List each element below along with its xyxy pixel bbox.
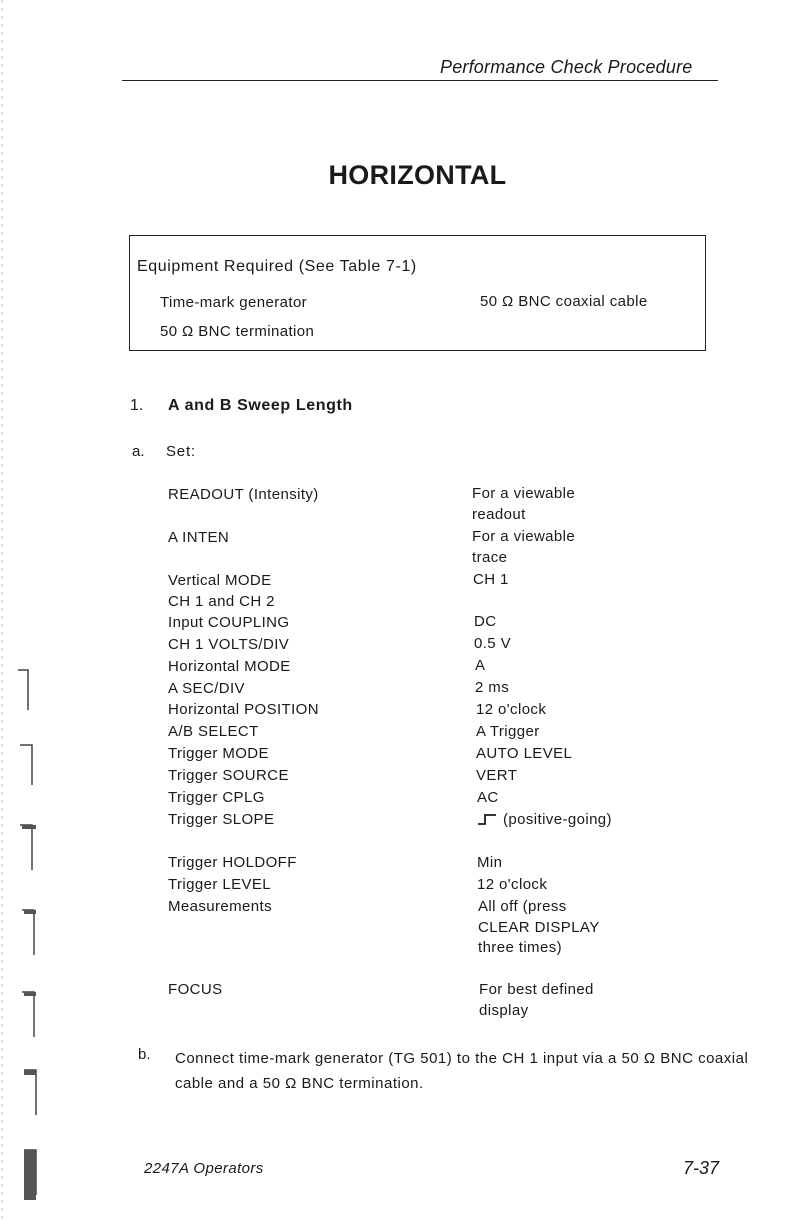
setting-value: DC bbox=[474, 613, 497, 630]
setting-label: Input COUPLING bbox=[168, 614, 290, 631]
setting-label: Trigger HOLDOFF bbox=[168, 854, 297, 871]
section-title: HORIZONTAL bbox=[328, 160, 507, 190]
setting-value: For a viewable readout bbox=[472, 485, 576, 523]
setting-label: Trigger MODE bbox=[168, 745, 269, 762]
setting-label: FOCUS bbox=[168, 981, 223, 998]
setting-label: A INTEN bbox=[168, 529, 230, 546]
setting-value: CH 1 bbox=[473, 571, 509, 588]
step-number: 1. bbox=[130, 397, 144, 414]
setting-label: Trigger LEVEL bbox=[168, 876, 272, 893]
setting-value: AUTO LEVEL bbox=[476, 745, 573, 762]
setting-label: Measurements bbox=[168, 898, 273, 915]
setting-value: 0.5 V bbox=[474, 635, 512, 652]
setting-value: 2 ms bbox=[475, 679, 510, 696]
setting-label: Trigger SOURCE bbox=[168, 767, 289, 784]
equipment-item-time-mark: Time-mark generator bbox=[160, 294, 308, 311]
positive-slope-icon bbox=[477, 812, 497, 826]
footer-manual-title: 2247A Operators bbox=[144, 1160, 264, 1177]
footer-page-number: 7-37 bbox=[683, 1158, 720, 1178]
step-title: A and B Sweep Length bbox=[168, 397, 353, 414]
setting-value-slope bbox=[477, 810, 617, 831]
setting-value: Min bbox=[477, 854, 503, 871]
header-rule bbox=[122, 80, 718, 81]
equipment-item-coax: 50 Ω BNC coaxial cable bbox=[480, 293, 648, 310]
setting-value: For best defined display bbox=[479, 981, 594, 1019]
setting-label: Horizontal POSITION bbox=[168, 701, 319, 718]
substep-a-marker: a. bbox=[132, 443, 145, 460]
setting-label: READOUT (Intensity) bbox=[168, 486, 319, 503]
setting-value: VERT bbox=[476, 767, 518, 784]
setting-value: AC bbox=[477, 789, 499, 806]
setting-value: A bbox=[475, 657, 486, 674]
setting-label: Trigger SLOPE bbox=[168, 811, 275, 828]
substep-a-text: Set: bbox=[166, 443, 196, 460]
setting-value: All off (press CLEAR DISPLAY three times) bbox=[478, 898, 600, 956]
setting-label: CH 1 VOLTS/DIV bbox=[168, 636, 290, 653]
setting-value: For a viewable trace bbox=[472, 528, 576, 566]
slope-text: (positive-going) bbox=[503, 811, 612, 828]
substep-b-marker: b. bbox=[138, 1046, 151, 1063]
setting-label: Trigger CPLG bbox=[168, 789, 265, 806]
setting-value: 12 o'clock bbox=[477, 876, 548, 893]
equipment-heading: Equipment Required (See Table 7-1) bbox=[137, 258, 417, 275]
setting-label: A SEC/DIV bbox=[168, 680, 245, 697]
setting-label: CH 1 and CH 2 bbox=[168, 593, 275, 610]
equipment-item-termination: 50 Ω BNC termination bbox=[160, 323, 315, 340]
setting-label: Horizontal MODE bbox=[168, 658, 291, 675]
setting-value: 12 o'clock bbox=[476, 701, 547, 718]
setting-value: A Trigger bbox=[476, 723, 540, 740]
substep-b-text: Connect time-mark generator (TG 501) to the CH 1 input via a 50 Ω BNC coaxial cable and a 50 Ω BNC termination. bbox=[175, 1050, 749, 1092]
setting-label: A/B SELECT bbox=[168, 723, 259, 740]
setting-label: Vertical MODE bbox=[168, 572, 272, 589]
header-title: Performance Check Procedure bbox=[440, 57, 693, 77]
